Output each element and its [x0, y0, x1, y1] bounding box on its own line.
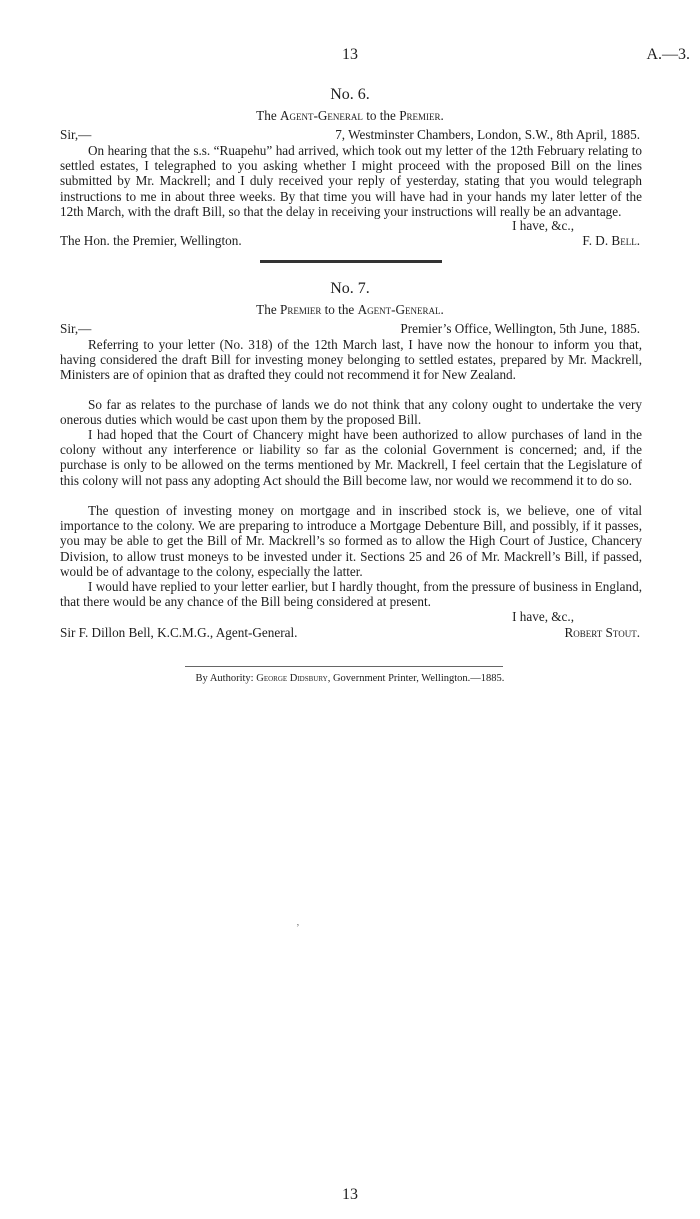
heading-recipient: Premier. — [399, 108, 444, 123]
paragraph: I had hoped that the Court of Chancery might have been authorized to allow purchases of land in the colony without any interference or liability so far as the colonial Government is concerned; and, if the purchase is only to be allowed on the terms mentioned by Mr. Mackrell, I feel certain that the Legislature of this colony will not pass any adopting Act should the Bill become law, nor would we recommend it to do so. — [60, 427, 642, 488]
heading-sender: Agent-General — [279, 108, 363, 123]
document-reference: A.—3. — [646, 46, 690, 63]
printer-imprint — [0, 672, 700, 685]
paragraph: Referring to your letter (No. 318) of the 12th March last, I have now the honour to inform you that, having considered the draft Bill for investing money belonging to settled estates, prepared by Mr. Mackrell, Ministers are of opinion that as drafted they could not recommend it for New Zealand. — [60, 337, 642, 383]
salutation: Sir,— — [60, 127, 92, 142]
imprint-printer: George Didsbury — [256, 673, 328, 684]
bottom-page-number: 13 — [342, 1186, 358, 1203]
signature: Robert Stout. — [564, 625, 640, 640]
paragraph: The question of investing money on mortgage and in inscribed stock is, we believe, one of vital importance to the colony. We are preparing to introduce a Mortgage Debenture Bill, and possibly, if it passes, you may be able to get the Bill of Mr. Mackrell’s so formed as to allow the High Court of Justice, Chancery Division, to allow trust moneys to be invested under it. Sections 25 and 26 of Mr. Mackrell’s Bill, if passed, would be of advantage to the colony, especially the latter. — [60, 503, 642, 579]
imprint-suffix: , Government Printer, Wellington.—1885. — [327, 673, 505, 684]
sender-address-date: Premier’s Office, Wellington, 5th June, 1885. — [400, 321, 640, 336]
paragraph: I would have replied to your letter earlier, but I hardly thought, from the pressure of business in England, that there would be any chance of the Bill being considered at present. — [60, 579, 642, 610]
sender-address-date: 7, Westminster Chambers, London, S.W., 8th April, 1885. — [335, 127, 640, 142]
paragraph: On hearing that the s.s. “Ruapehu” had arrived, which took out my letter of the 12th February relating to settled estates, I telegraphed to you asking whether I might proceed with the proposed Bill on the lines submitted by Mr. Mackrell; and I duly received your reply of yesterday, stating that you would telegraph instructions to me in about three weeks. By that time you will have had in your hands my later letter of the 12th March, with the draft Bill, so that the delay in receiving your instructions will really be an advantage. — [60, 143, 642, 219]
paragraph: So far as relates to the purchase of lands we do not think that any colony ought to undertake the very onerous duties which would be cast upon them by the proposed Bill. — [60, 397, 642, 428]
heading-mid: to the — [362, 108, 400, 123]
heading-prefix: The — [256, 302, 280, 317]
recipient: The Hon. the Premier, Wellington. — [60, 233, 242, 248]
section-divider — [260, 260, 442, 263]
closing: I have, &c., — [512, 218, 574, 233]
heading-mid: to the — [321, 302, 358, 317]
signature: F. D. Bell. — [582, 233, 640, 248]
letter-heading — [0, 302, 700, 317]
heading-prefix: The — [256, 108, 280, 123]
page-number: 13 — [342, 46, 358, 63]
heading-sender: Premier — [279, 302, 322, 317]
letter-number: No. 7. — [330, 280, 370, 297]
heading-recipient: Agent-General. — [357, 302, 444, 317]
closing: I have, &c., — [512, 609, 574, 624]
salutation: Sir,— — [60, 321, 92, 336]
recipient: Sir F. Dillon Bell, K.C.M.G., Agent-General. — [60, 625, 298, 640]
letter-number: No. 6. — [330, 86, 370, 103]
footer-rule — [185, 666, 503, 667]
stray-mark: ’ — [296, 922, 300, 934]
letter-heading — [0, 108, 700, 123]
imprint-prefix: By Authority: — [195, 673, 257, 684]
